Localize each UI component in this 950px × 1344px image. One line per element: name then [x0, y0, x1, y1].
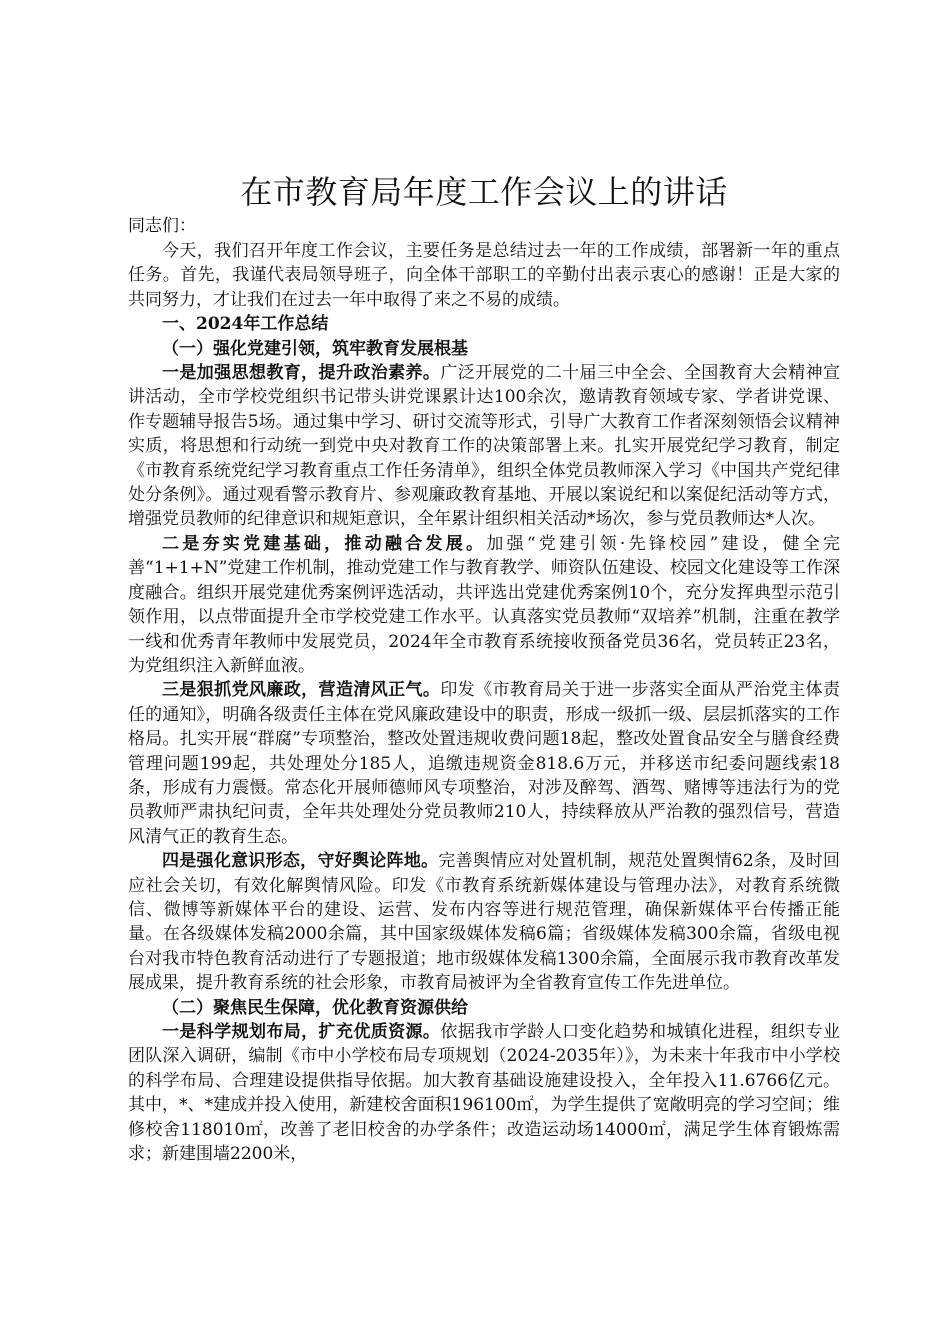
- paragraph: [128, 849, 840, 995]
- paragraph-text: 加强“党建引领·先锋校园”建设，健全完善“1+1+N”党建工作机制，推动党建工作与教育教学、师资队伍建设、校园文化建设等工作深度融合。组织开展党建优秀案例评选活动，共评选出党建优秀案例10个，充分发挥典型示范引领作用，以点带面提升全市学校党建工作水平。认真落实党员教师“双培养”机制，注重在教学一线和优秀青年教师中发展党员，2024年全市教育系统接收预备党员36名，党员转正23名，为党组织注入新鲜血液。: [128, 533, 841, 676]
- subsection-heading: （二）聚焦民生保障，优化教育资源供给: [162, 997, 468, 1018]
- document-title: 在市教育局年度工作会议上的讲话: [240, 173, 728, 211]
- paragraph: [128, 532, 840, 678]
- intro-paragraph: 今天，我们召开年度工作会议，主要任务是总结过去一年的工作成绩，部署新一年的重点任务。首先，我谨代表局领导班子，向全体干部职工的辛勤付出表示衷心的感谢！正是大家的共同努力，才让我们在过去一年中取得了来之不易的成绩。: [128, 241, 840, 310]
- subsection-heading: （一）强化党建引领，筑牢教育发展根基: [162, 338, 468, 359]
- paragraph-lead: 二是夯实党建基础，推动融合发展。: [162, 533, 487, 554]
- paragraph: [128, 1020, 840, 1166]
- paragraph-lead: 四是强化意识形态，守好舆论阵地。: [162, 851, 439, 872]
- paragraph-lead: 一是科学规划布局，扩充优质资源。: [162, 1022, 441, 1042]
- paragraph-text: 依据我市学龄人口变化趋势和城镇化进程，组织专业团队深入调研，编制《市中小学校布局专项规划（2024-2035年）》，为未来十年我市中小学校的科学布局、合理建设提供指导依据。加大教育基础设施建设投入，全年投入11.6766亿元。其中，*、*建成并投入使用，新建校舍面积196100㎡，为学生提供了宽敞明亮的学习空间；维修校舍118010㎡，改善了老旧校舍的办学条件；改造运动场14000㎡，满足学生体育锻炼需求；新建围墙2200米，: [128, 1022, 841, 1165]
- section-heading: 一、2024年工作总结: [162, 314, 329, 335]
- paragraph-lead: 三是狠抓党风廉政，营造清风正气。: [162, 680, 441, 701]
- paragraph: [128, 678, 840, 849]
- paragraph-text: 完善舆情应对处置机制，规范处置舆情62条，及时回应社会关切，有效化解舆情风险。印发《市教育系统新媒体建设与管理办法》，对教育系统微信、微博等新媒体平台的建设、运营、发布内容等进行规范管理，确保新媒体平台传播正能量。在各级媒体发稿2000余篇，其中国家级媒体发稿6篇；省级媒体发稿300余篇，省级电视台对我市特色教育活动进行了专题报道；地市级媒体发稿1300余篇，全面展示我市教育改革发展成果，提升教育系统的社会形象，市教育局被评为全省教育宣传工作先进单位。: [128, 851, 841, 994]
- paragraph-lead: 一是加强思想教育，提升政治素养。: [162, 363, 441, 384]
- paragraph-text: 印发《市教育局关于进一步落实全面从严治党主体责任的通知》，明确各级责任主体在党风廉政建设中的职责，形成一级抓一级、层层抓落实的工作格局。扎实开展“群腐”专项整治，整改处置违规收费问题18起，整改处置食品安全与膳食经费管理问题199起，共处理处分185人，追缴违规资金818.6万元，并移送市纪委问题线索18条，形成有力震慑。常态化开展师德师风专项整治，对涉及醉驾、酒驾、赌博等违法行为的党员教师严肃执纪问责，全年共处理处分党员教师210人，持续释放从严治教的强烈信号，营造风清气正的教育生态。: [128, 680, 841, 847]
- document-page: [128, 170, 840, 1166]
- paragraph: [128, 361, 840, 532]
- salutation: 同志们：: [128, 216, 196, 236]
- paragraph-text: 广泛开展党的二十届三中全会、全国教育大会精神宣讲活动，全市学校党组织书记带头讲党课累计达100余次，邀请教育领域专家、学者讲党课、作专题辅导报告5场。通过集中学习、研讨交流等形式，引导广大教育工作者深刻领悟会议精神实质，将思想和行动统一到党中央对教育工作的决策部署上来。扎实开展党纪学习教育，制定《市教育系统党纪学习教育重点工作任务清单》，组织全体党员教师深入学习《中国共产党纪律处分条例》。通过观看警示教育片、参观廉政教育基地、开展以案说纪和以案促纪活动等方式，增强党员教师的纪律意识和规矩意识，全年累计组织相关活动*场次，参与党员教师达*人次。: [128, 363, 841, 530]
